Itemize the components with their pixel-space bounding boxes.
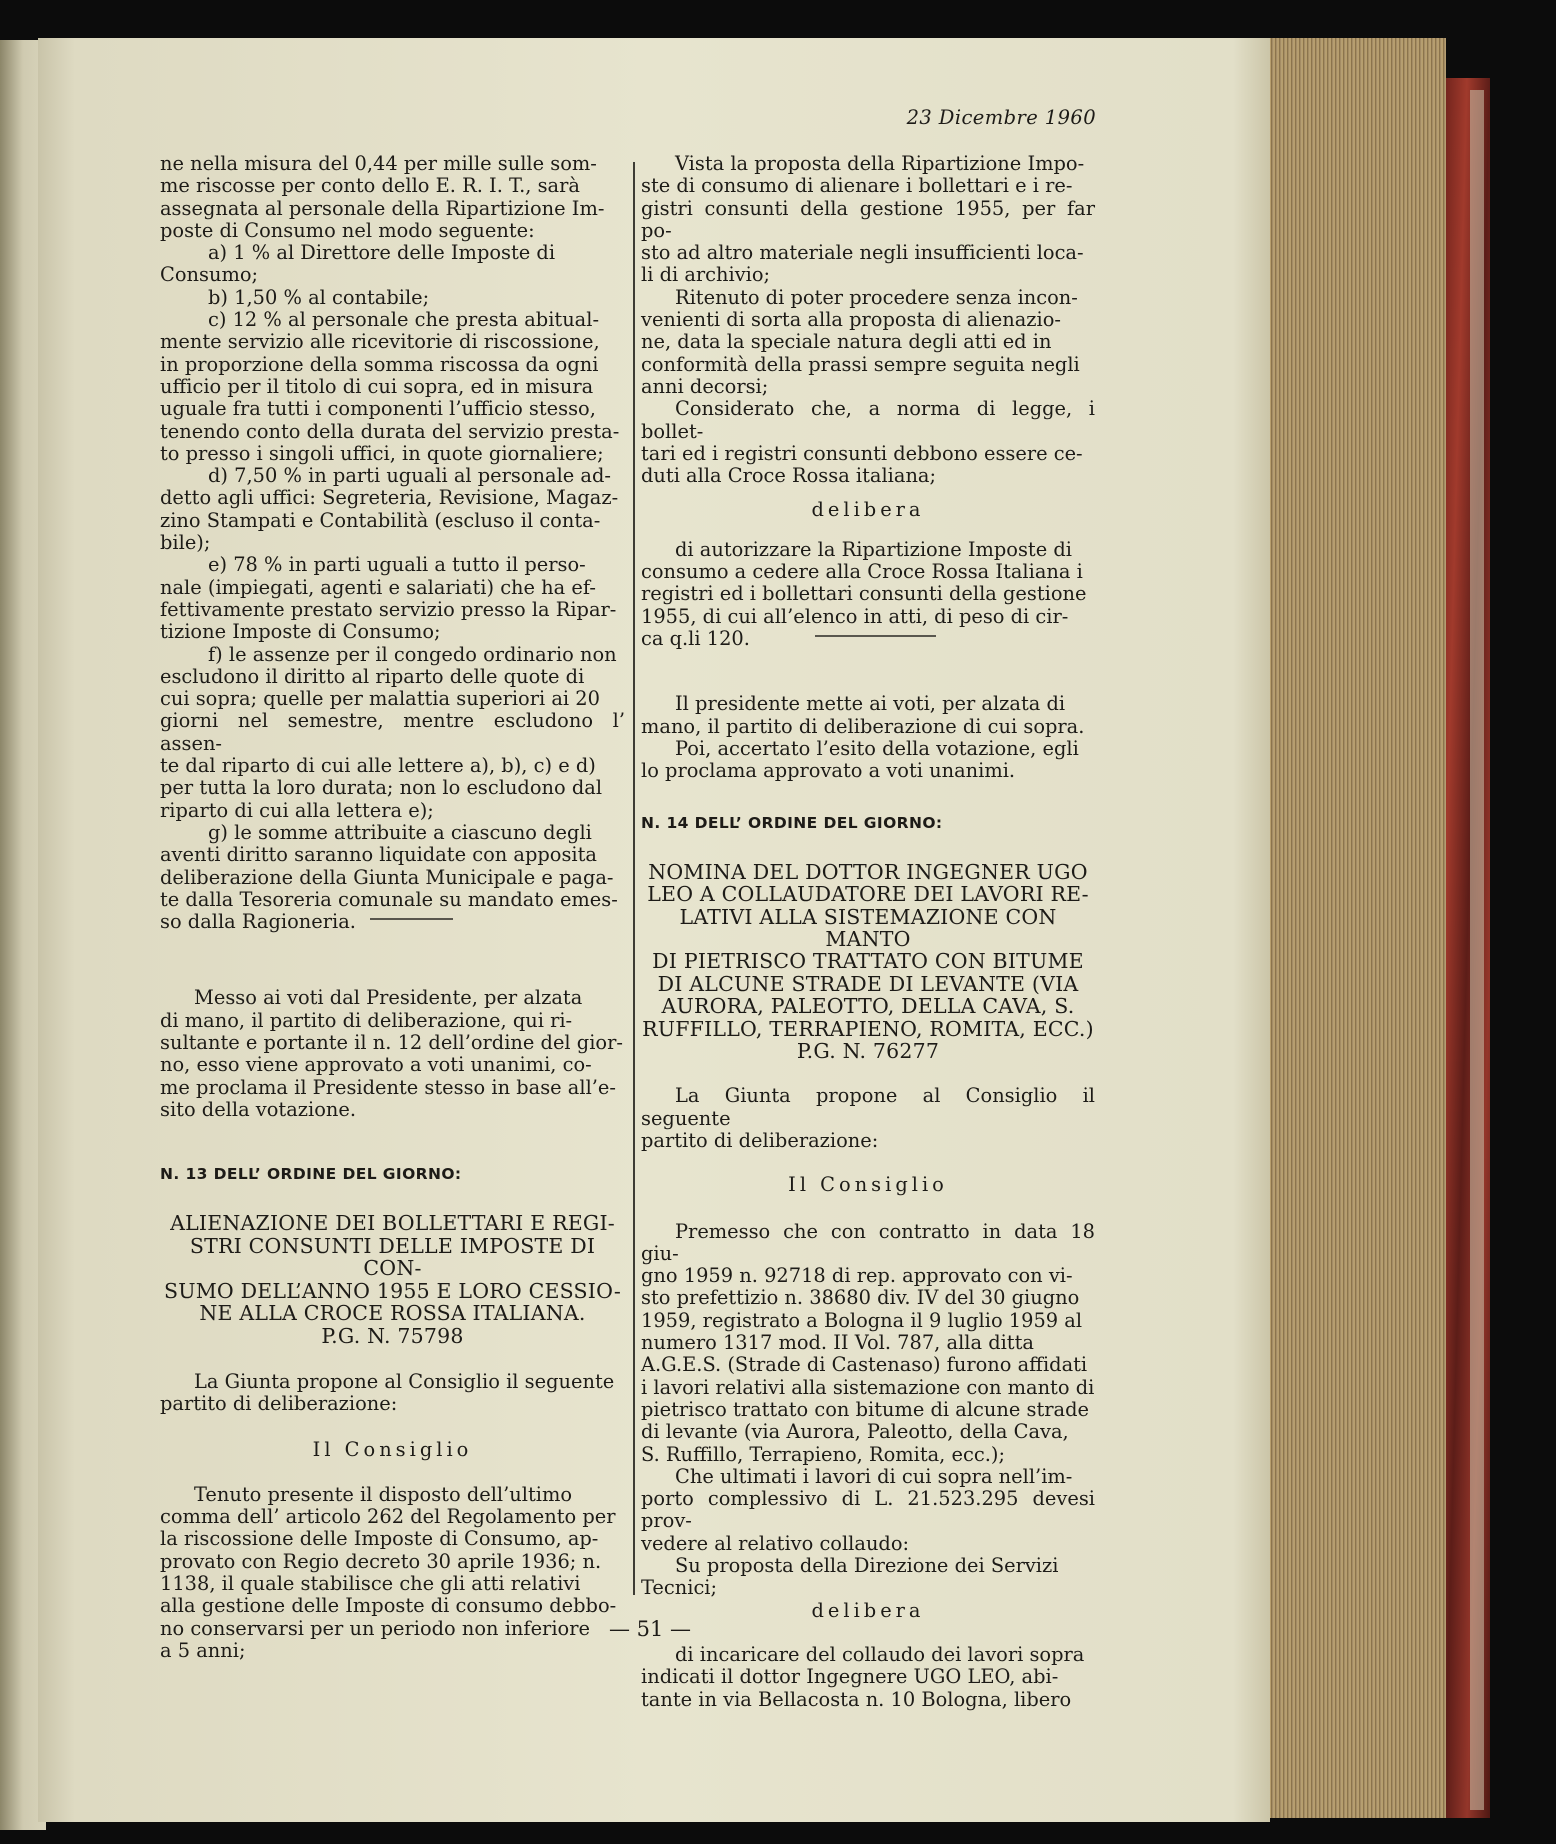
list-item-d: d) 7,50 % in parti uguali al personale ad- detto agli uffici: Segreteria, Revisione, Magaz- zino Stampati e Contabilità (escluso il conta- bile); (160, 464, 619, 555)
presidente-paragraph: Il presidente mette ai voti, per alzata di mano, il partito di deliberazione di cui sopra. (641, 692, 1085, 738)
poi-paragraph: Poi, accertato l’esito della votazione, egli lo proclama approvato a voti unanimi. (641, 736, 1079, 783)
list-item-e: e) 78 % in parti uguali a tutto il perso- nale (impiegati, agenti e salariati) che ha ef- fettivamente prestato servizio presso la Ripar- tizione Imposte di Consumo; (160, 553, 617, 644)
list-item-a: a) 1 % al Direttore delle Imposte di Consumo; (160, 241, 556, 287)
delibera-heading: delibera (811, 498, 925, 522)
list-item-b: b) 1,50 % al contabile; (208, 285, 430, 309)
page-date: 23 Dicembre 1960 (906, 106, 1096, 129)
rule-space (641, 650, 1095, 693)
autorizzare-paragraph: di autorizzare la Ripartizione Imposte di consumo a cedere alla Croce Rossa Italiana i registri ed i bollettari consunti della gestione 1955, di cui all’elenco in atti, di peso di cir- ca q.li 120. (641, 537, 1087, 650)
left-column (160, 153, 625, 1662)
agenda-title-13: ALIENAZIONE DEI BOLLETTARI E REGI- STRI CONSUNTI DELLE IMPOSTE DI CON- SUMO DELL’ANNO 1955 E LORO CESSIO- NE ALLA CROCE ROSSA ITALIANA. P.G. N. 75798 (164, 1211, 621, 1348)
proposta-paragraph: Su proposta della Direzione dei Servizi Tecnici; (641, 1554, 1059, 1600)
considerato-paragraph: Considerato che, a norma di legge, i bollet- tari ed i registri consunti debbono essere ce- duti alla Croce Rossa italiana; (641, 397, 1095, 488)
consiglio-heading: Il Consiglio (788, 1173, 948, 1197)
list-item-f: f) le assenze per il congedo ordinario non escludono il diritto al riparto delle quote di cui sopra; quelle per malattia superiori ai 20 giorni nel semestre, mentre escludono l’ assen- te dal riparto di cui alle lettere a), b), c) e d) per tutta la loro durata; non lo escludono dal riparto di cui alla lettera e); (160, 642, 625, 822)
ultimati-paragraph: Che ultimati i lavori di cui sopra nell’im- porto complessivo di L. 21.523.295 devesi prov- vedere al relativo collaudo: (641, 1464, 1095, 1555)
ritenuto-paragraph: Ritenuto di poter procedere senza incon- venienti di sorta alla proposta di alienazio- ne, data la speciale natura degli atti ed in conformità della prassi sempre seguita negli anni decorsi; (641, 285, 1080, 398)
consiglio-heading: Il Consiglio (312, 1437, 473, 1461)
tenuto-paragraph: Tenuto presente il disposto dell’ultimo comma dell’ articolo 262 del Regolamento per la riscossione delle Imposte di Consumo, ap- provato con Regio decreto 30 aprile 1936; n. 1138, il quale stabilisce che gli atti relativi alla gestione delle Imposte di consumo debbo- no conservarsi per un periodo non inferiore a 5 anni; (160, 1482, 617, 1662)
agenda-heading-14: N. 14 DELL’ ORDINE DEL GIORNO: (641, 814, 943, 833)
vote-paragraph: Messo ai voti dal Presidente, per alzata di mano, il partito di deliberazione, qui ri- sultante e portante il n. 12 dell’ordine del gior- no, esso viene approvato a voti unanimi, co- me proclama il Presidente stesso in base all’e- sito della votazione. (160, 986, 623, 1121)
right-column (641, 153, 1095, 1711)
giunta-paragraph: La Giunta propone al Consiglio il seguente partito di deliberazione: (160, 1369, 615, 1416)
page-number: — 51 — (608, 1617, 692, 1641)
list-item-c: c) 12 % al personale che presta abitual- mente servizio alle ricevitorie di riscossione, in proporzione della somma riscossa da ogni ufficio per il titolo di cui sopra, ed in misura uguale fra tutti i componenti l’ufficio stesso, tenendo conto della durata del servizio presta- to presso i singoli uffici, in quote giornaliere; (160, 308, 620, 465)
incaricare-paragraph: di incaricare del collaudo dei lavori sopra indicati il dottor Ingegnere UGO LEO, abi- tante in via Bellacosta n. 10 Bologna, libero (641, 1642, 1085, 1711)
rule-space (160, 933, 625, 987)
premesso-paragraph: Premesso che con contratto in data 18 giu- gno 1959 n. 92718 di rep. approvato con vi- sto prefettizio n. 38680 div. IV del 30 giugno 1959, registrato a Bologna il 9 luglio 1959 al numero 1317 mod. II Vol. 787, alla ditta A.G.E.S. (Strade di Castenaso) furono affidati i lavori relativi alla sistemazione con manto di pietrisco trattato con bitume di alcune strade di levante (via Aurora, Paleotto, della Cava, S. Ruffillo, Terrapieno, Romita, ecc.); (641, 1219, 1095, 1466)
agenda-heading-13: N. 13 DELL’ ORDINE DEL GIORNO: (160, 1165, 462, 1184)
paragraph: ne nella misura del 0,44 per mille sulle som- me riscosse per conto dello E. R. I. T., sarà assegnata al personale della Ripartizione Im- poste di Consumo nel modo seguente: (160, 152, 605, 242)
agenda-title-14: NOMINA DEL DOTTOR INGEGNER UGO LEO A COLLAUDATORE DEI LAVORI RE- LATIVI ALLA SISTEMAZIONE CON MANTO DI PIETRISCO TRATTATO CON BITUME DI ALCUNE STRADE DI LEVANTE (VIA AURORA, PALEOTTO, DELLA CAVA, S. RUFFILLO, TERRAPIENO, ROMITA, ECC.) P.G. N. 76277 (642, 859, 1094, 1063)
giunta-paragraph: La Giunta propone al Consiglio il seguente partito di deliberazione: (641, 1084, 1095, 1152)
list-item-g: g) le somme attribuite a ciascuno degli aventi diritto saranno liquidate con apposita deliberazione della Giunta Municipale e paga- te dalla Tesoreria comunale su mandato emes- so dalla Ragioneria. (160, 820, 618, 934)
delibera-heading: delibera (811, 1598, 925, 1622)
vista-paragraph: Vista la proposta della Ripartizione Impo- ste di consumo di alienare i bollettari e i re- gistri consunti della gestione 1955, per far po- sto ad altro materiale negli insufficienti loca- li di archivio; (641, 152, 1095, 287)
